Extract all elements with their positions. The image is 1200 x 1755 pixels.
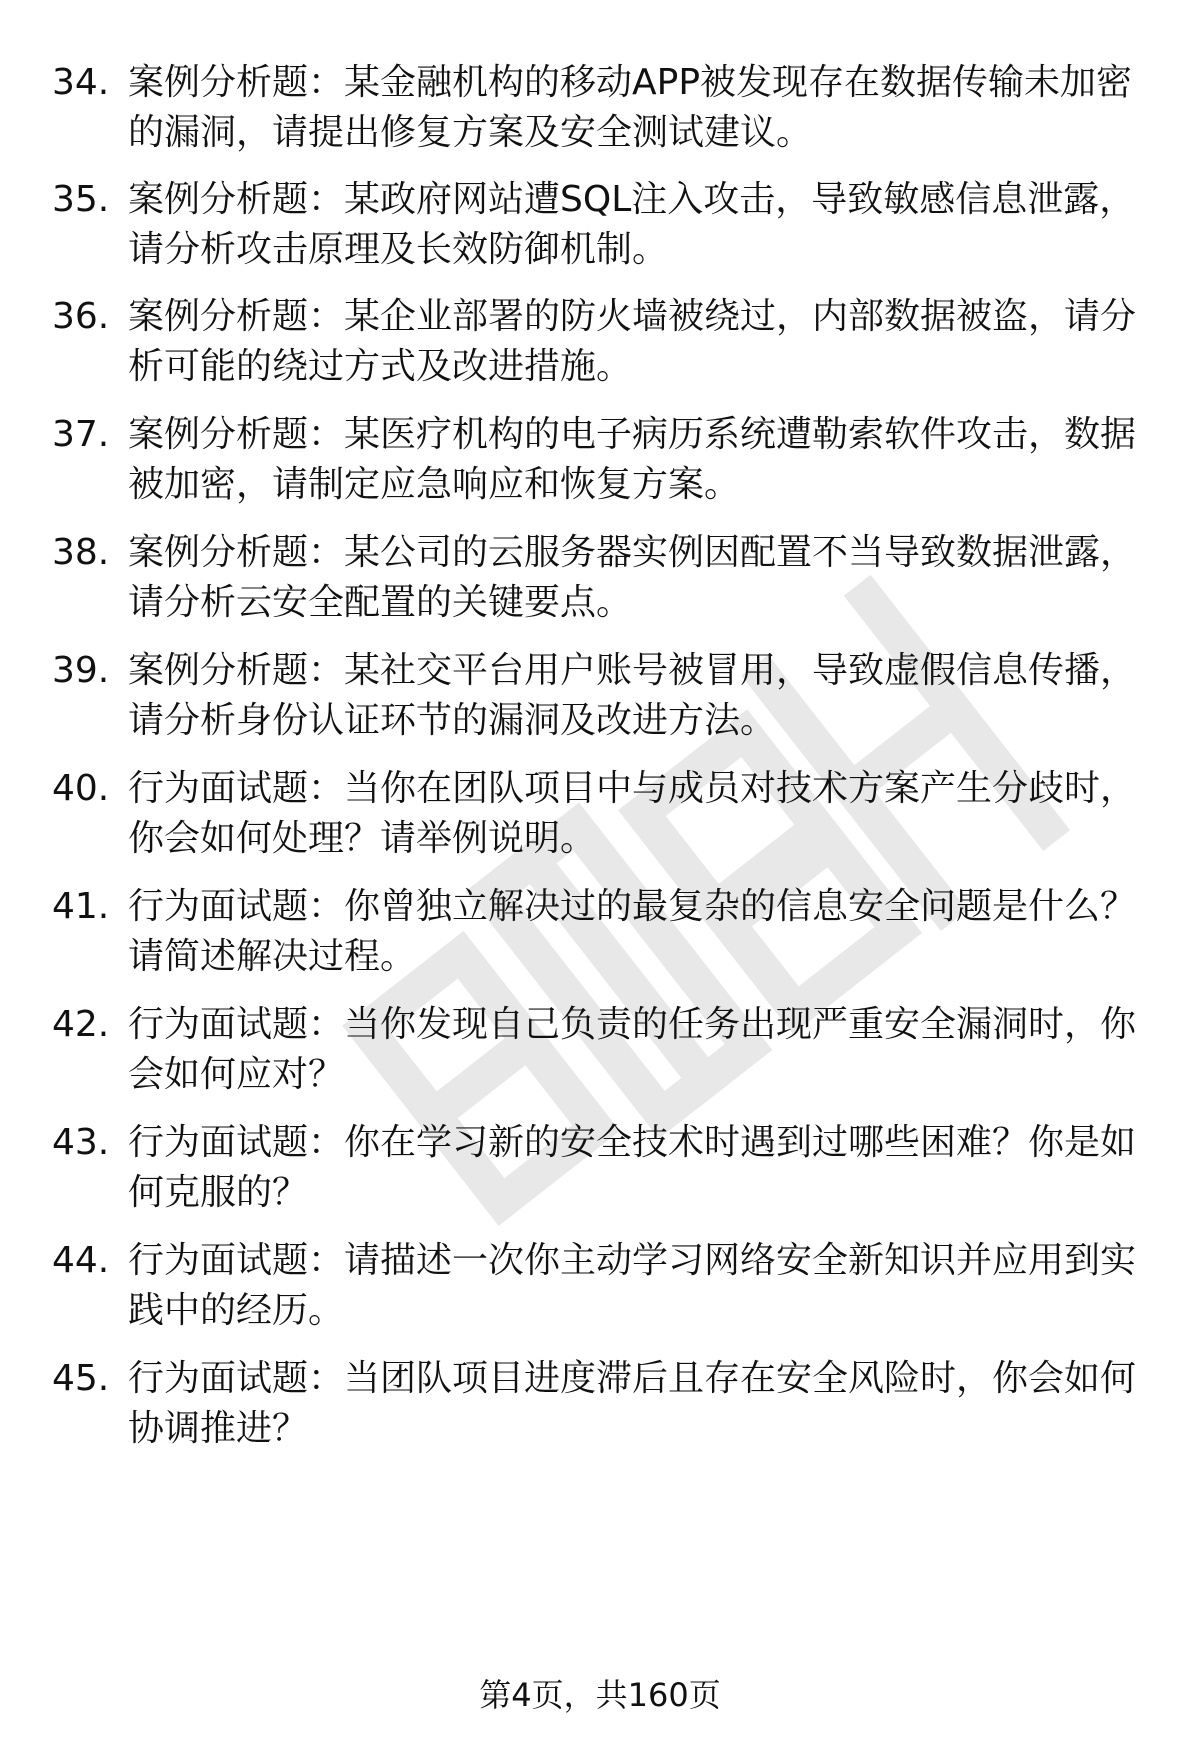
question-number: 34. <box>52 62 110 103</box>
question-text: 案例分析题：某金融机构的移动APP被发现存在数据传输未加密的漏洞，请提出修复方案及安全测试建议。 <box>128 62 1133 153</box>
question-number: 35. <box>52 179 110 220</box>
question-number: 38. <box>52 532 110 573</box>
question-number: 39. <box>52 650 110 691</box>
question-text: 行为面试题：你曾独立解决过的最复杂的信息安全问题是什么？请简述解决过程。 <box>128 886 1137 977</box>
question-number: 43. <box>52 1122 110 1163</box>
question-text: 行为面试题：请描述一次你主动学习网络安全新知识并应用到实践中的经历。 <box>128 1240 1137 1331</box>
question-text: 案例分析题：某社交平台用户账号被冒用，导致虚假信息传播，请分析身份认证环节的漏洞及改进方法。 <box>128 650 1137 741</box>
question-number: 40. <box>52 768 110 809</box>
question-text: 案例分析题：某政府网站遭SQL注入攻击，导致敏感信息泄露，请分析攻击原理及长效防御机制。 <box>128 179 1136 270</box>
question-text: 行为面试题：你在学习新的安全技术时遇到过哪些困难？你是如何克服的？ <box>128 1122 1137 1213</box>
question-text: 行为面试题：当你发现自己负责的任务出现严重安全漏洞时，你会如何应对？ <box>128 1004 1137 1095</box>
question-number: 45. <box>52 1358 110 1399</box>
question-text: 行为面试题：当团队项目进度滞后且存在安全风险时，你会如何协调推进？ <box>128 1358 1137 1449</box>
question-text: 案例分析题：某医疗机构的电子病历系统遭勒索软件攻击，数据被加密，请制定应急响应和恢复方案。 <box>128 414 1137 505</box>
question-number: 42. <box>52 1004 110 1045</box>
page-footer: 第4页，共160页 <box>479 1676 721 1714</box>
question-number: 36. <box>52 296 110 337</box>
question-text: 行为面试题：当你在团队项目中与成员对技术方案产生分歧时，你会如何处理？请举例说明。 <box>128 768 1137 859</box>
question-number: 37. <box>52 414 110 455</box>
question-number: 44. <box>52 1240 110 1281</box>
question-text: 案例分析题：某企业部署的防火墙被绕过，内部数据被盗，请分析可能的绕过方式及改进措施。 <box>128 296 1137 387</box>
question-text: 案例分析题：某公司的云服务器实例因配置不当导致数据泄露，请分析云安全配置的关键要点。 <box>128 532 1137 623</box>
question-number: 41. <box>52 886 110 927</box>
